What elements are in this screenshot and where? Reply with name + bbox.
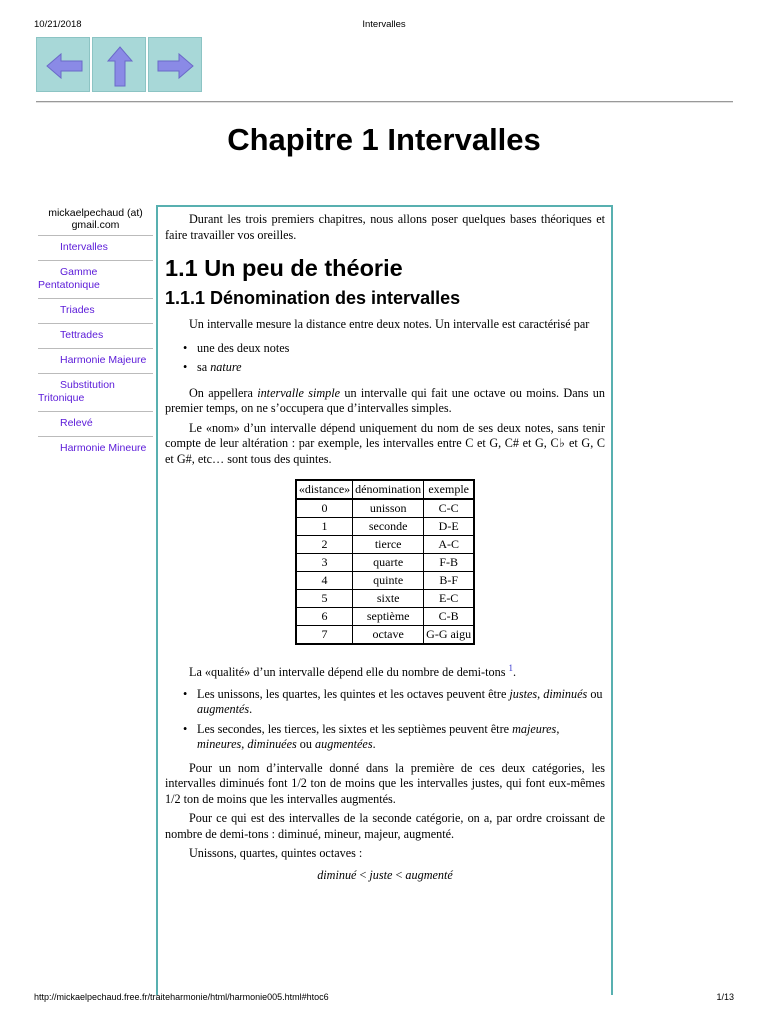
- print-url: http://mickaelpechaud.free.fr/traiteharmonie/html/harmonie005.html#htoc6: [34, 992, 329, 1002]
- column-header: exemple: [424, 480, 475, 499]
- paragraph-unissons: Unissons, quartes, quintes octaves :: [189, 846, 363, 861]
- table-cell: 6: [296, 608, 353, 626]
- right-arrow-icon: [149, 38, 203, 93]
- list-item: • Les secondes, les tierces, les sixtes et les septièmes peuvent être majeures, mineures, diminuées ou augmentées.: [187, 722, 605, 753]
- nav-bar: [36, 37, 204, 92]
- table-cell: 7: [296, 626, 353, 645]
- table-cell: D-E: [424, 518, 475, 536]
- table-cell: quarte: [353, 554, 424, 572]
- sidebar-item-gamme-pentatonique[interactable]: Gamme Pentatonique: [38, 261, 153, 299]
- table-cell: seconde: [353, 518, 424, 536]
- table-row: [296, 536, 474, 554]
- sidebar: [38, 207, 153, 461]
- print-date: 10/21/2018: [34, 19, 82, 30]
- chapter-title: Chapitre 1 Intervalles: [227, 122, 541, 157]
- sidebar-item-harmonie-mineure[interactable]: Harmonie Mineure: [60, 442, 147, 454]
- sidebar-item-harmonie-majeure[interactable]: Harmonie Majeure: [38, 349, 153, 374]
- quality-list: [187, 687, 605, 753]
- table-cell: 5: [296, 590, 353, 608]
- paragraph-second-category: Pour ce qui est des intervalles de la seconde catégorie, on a, par ordre croissant de nombre de demi-tons : diminué, mineur, majeur, augmenté.: [165, 811, 605, 841]
- sidebar-item-releve[interactable]: Relevé: [38, 412, 153, 437]
- main-content: [156, 205, 613, 995]
- prev-page-button[interactable]: [36, 37, 90, 92]
- up-page-button[interactable]: [92, 37, 146, 92]
- table-cell: A-C: [424, 536, 475, 554]
- table-cell: 4: [296, 572, 353, 590]
- sidebar-item-triades[interactable]: Triades: [38, 299, 153, 324]
- table-cell: tierce: [353, 536, 424, 554]
- table-cell: F-B: [424, 554, 475, 572]
- paragraph-first-category: Pour un nom d’intervalle donné dans la première de ces deux catégories, les intervalles diminués font 1/2 ton de moins que les intervalles justes, qui font eux-mêmes 1/2 ton de moins que les intervalles augmentés.: [165, 760, 605, 806]
- print-title: Intervalles: [362, 19, 406, 30]
- table-row: [296, 626, 474, 645]
- table-row: [296, 554, 474, 572]
- table-cell: G-G aigu: [424, 626, 475, 645]
- column-header: dénomination: [353, 480, 424, 499]
- table-cell: octave: [353, 626, 424, 645]
- author-email: mickaelpechaud (at) gmail.com: [38, 207, 153, 236]
- footnote-link[interactable]: 1: [508, 663, 513, 673]
- table-cell: 0: [296, 499, 353, 518]
- sidebar-item-tettrades[interactable]: Tettrades: [38, 324, 153, 349]
- left-arrow-icon: [37, 38, 91, 93]
- print-header: [0, 19, 768, 33]
- section-title: 1.1 Un peu de théorie: [165, 255, 403, 281]
- table-row: [296, 608, 474, 626]
- intro-paragraph: Durant les trois premiers chapitres, nous allons poser quelques bases théoriques et faire travailler vos oreilles.: [165, 212, 605, 242]
- table-cell: E-C: [424, 590, 475, 608]
- table-cell: 1: [296, 518, 353, 536]
- page-count: 1/13: [716, 992, 734, 1002]
- table-cell: 2: [296, 536, 353, 554]
- subsection-title: 1.1.1 Dénomination des intervalles: [165, 287, 461, 308]
- paragraph-simple-interval: On appellera intervalle simple un intervalle qui fait une octave ou moins. Dans un premier temps, on ne s’occupera que d’intervalles simples.: [165, 385, 605, 415]
- table-cell: unisson: [353, 499, 424, 518]
- table-cell: septième: [353, 608, 424, 626]
- table-cell: C-C: [424, 499, 475, 518]
- paragraph-quality: La «qualité» d’un intervalle dépend elle du nombre de demi-tons $^1$.: [189, 663, 517, 680]
- table-row: [296, 590, 474, 608]
- sidebar-item-intervalles[interactable]: Intervalles: [38, 236, 153, 261]
- up-arrow-icon: [93, 38, 147, 93]
- intervals-table: [295, 479, 475, 645]
- next-page-button[interactable]: [148, 37, 202, 92]
- table-cell: C-B: [424, 608, 475, 626]
- table-row: [296, 499, 474, 518]
- sidebar-item-substitution-tritonique[interactable]: Substitution Tritonique: [38, 374, 153, 412]
- table-cell: B-F: [424, 572, 475, 590]
- table-row: [296, 518, 474, 536]
- paragraph-interval-name: Le «nom» d’un intervalle dépend uniquement du nom de ses deux notes, sans tenir compte de leur altération : par exemple, les intervalles entre C et G, C# et G, C♭ et G, C et G#, etc… sont tous des quintes.: [165, 420, 605, 466]
- list-item: • Les unissons, les quartes, les quintes et les octaves peuvent être justes, diminués ou augmentés.: [187, 687, 605, 718]
- table-header-row: [296, 480, 474, 499]
- quality-formula: diminué < juste < augmenté: [317, 867, 453, 882]
- table-cell: 3: [296, 554, 353, 572]
- table-cell: quinte: [353, 572, 424, 590]
- column-header: «distance»: [296, 480, 353, 499]
- table-row: [296, 572, 474, 590]
- top-divider: [36, 101, 733, 103]
- list-item: • une des deux notes: [187, 341, 605, 357]
- paragraph-definition: Un intervalle mesure la distance entre deux notes. Un intervalle est caractérisé par: [189, 317, 590, 331]
- table-cell: sixte: [353, 590, 424, 608]
- characteristics-list: [187, 341, 605, 376]
- list-item: • sa nature: [187, 360, 605, 376]
